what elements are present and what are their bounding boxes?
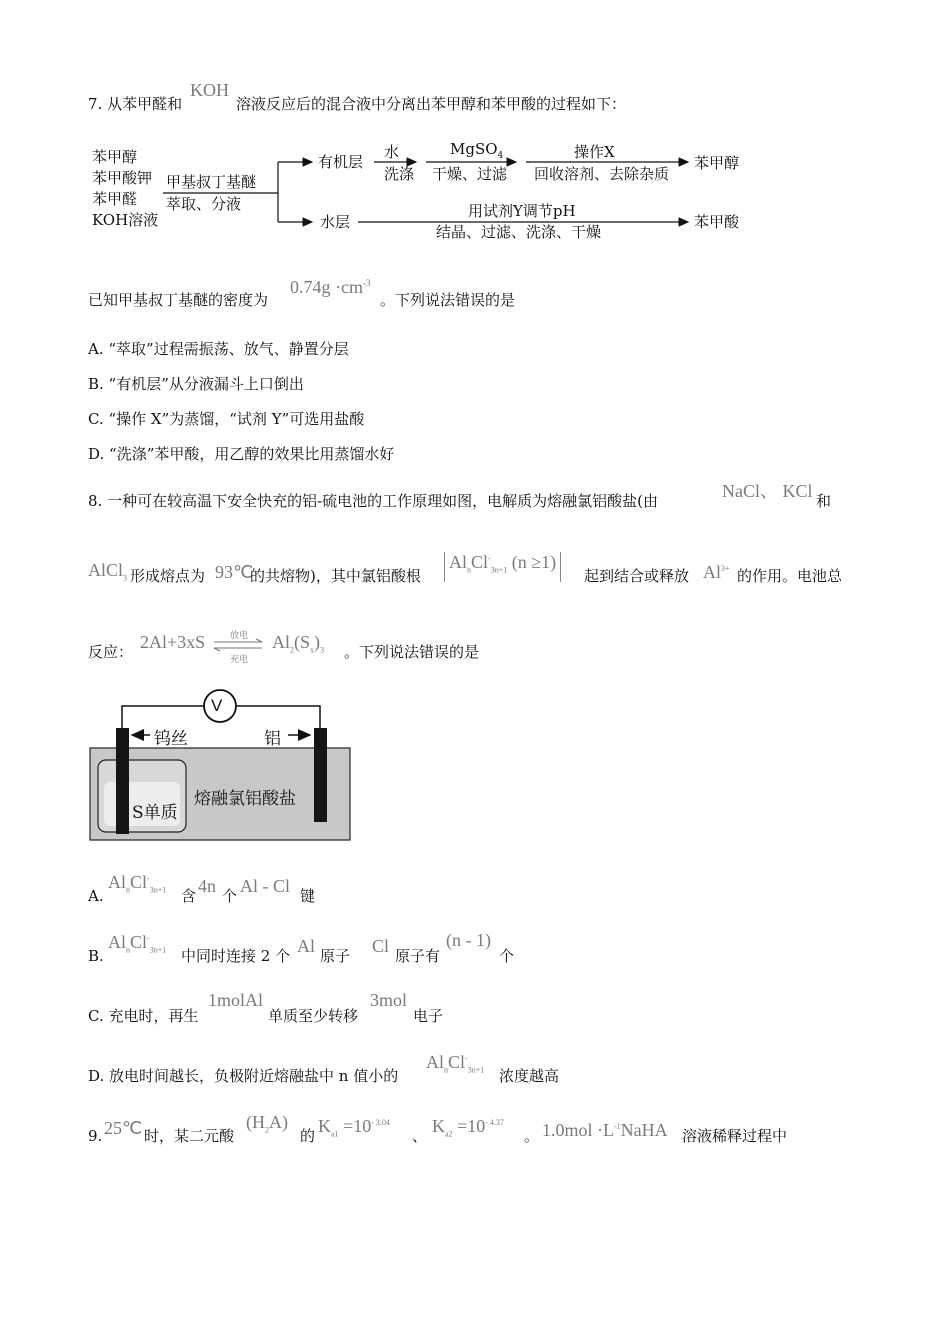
electrolyte-label: 熔融氯铝酸盐 <box>194 789 296 809</box>
q8-line2-d: 的作用。电池总 <box>737 567 843 585</box>
q9-ka1: $K_{a1} =10^{- 3.04}$ <box>318 1116 390 1139</box>
q8-and: 和 <box>816 492 832 510</box>
q8-option-b-al: Al <box>297 936 315 956</box>
q8-reaction-prefix: 反应： <box>88 643 134 661</box>
equilibrium-arrow-icon <box>210 638 266 652</box>
q8-option-d-ion: $Al_nCl^-_{3n+1}$ <box>426 1052 485 1075</box>
tungsten-wire-label: 钨丝 <box>154 729 188 749</box>
product-benzoic-acid: 苯甲酸 <box>694 213 740 231</box>
q8-option-a-label: A. <box>88 887 104 905</box>
q8-line2-b: 的共熔物)，其中氯铝酸根 <box>250 567 421 585</box>
q7-density-prefix: 已知甲基叔丁基醚的密度为 <box>88 291 269 309</box>
q8-option-c-end: 电子 <box>413 1007 444 1025</box>
q9-ka2: $K_{a2} =10^{- 4.37}$ <box>432 1116 504 1139</box>
mix-item-benzyl-alcohol: 苯甲醇 <box>92 148 138 166</box>
q8-line1: 8. 一种可在较高温下安全快充的铝-硫电池的工作原理如图，电解质为熔融氯铝酸盐(由 <box>88 492 659 510</box>
aluminum-label: 铝 <box>264 729 281 749</box>
q8-reversible-arrow: 放电 充电 <box>210 628 266 662</box>
q8-option-a-bond: Al - Cl <box>240 876 291 896</box>
q8-melting-point: 93℃ <box>215 562 254 582</box>
mix-item-potassium-benzoate: 苯甲酸钾 <box>92 169 153 187</box>
q8-salts: NaCl、 KCl <box>722 481 813 501</box>
voltmeter-label: V <box>211 696 223 715</box>
flow-arrows <box>88 140 758 250</box>
q7-density-suffix: 。下列说法错误的是 <box>380 291 516 309</box>
q8-chloroaluminate-ion: $Al_nCl^-_{3n+1}$ (n ≥1) <box>444 552 561 582</box>
q8-option-c-mol: 3mol <box>370 990 408 1010</box>
q8-option-a-ge: 个 <box>222 887 238 905</box>
q8-option-b-atom2: 原子有 <box>395 947 441 965</box>
q8-reaction-right: $Al_2(S_x)_3$ <box>272 632 325 655</box>
q8-option-b-label: B. <box>88 947 104 965</box>
recover-solvent-label: 回收溶剂、去除杂质 <box>534 165 670 183</box>
q8-option-b-atom: 原子 <box>320 947 351 965</box>
q7-flowchart <box>88 140 758 250</box>
q8-option-c-label: C. 充电时，再生 <box>88 1007 199 1025</box>
q8-option-a-count: 4n <box>198 876 216 896</box>
organic-layer-label: 有机层 <box>318 153 364 171</box>
dry-filter-label: 干燥、过滤 <box>432 165 508 183</box>
q7-intro-suffix: 溶液反应后的混合液中分离出苯甲醇和苯甲酸的过程如下： <box>236 95 627 113</box>
wash-water-label: 水 <box>384 143 400 161</box>
q8-option-a-ion: $Al_nCl^-_{3n+1}$ <box>108 872 167 895</box>
water-layer-label: 水层 <box>320 213 351 231</box>
q9-text3: 溶液稀释过程中 <box>682 1127 788 1145</box>
q8-option-c-mid: 单质至少转移 <box>268 1007 359 1025</box>
q8-al3-ion: $Al^{3+}$ <box>703 562 730 582</box>
q7-density-value: $0.74g \cdot cm^{-3}$ <box>290 277 371 297</box>
q8-battery-figure <box>88 686 354 842</box>
q9-concentration: $1.0mol \cdot L^{-1}NaHA$ <box>542 1120 668 1140</box>
q7-koh-formula: KOH <box>190 80 229 100</box>
q8-reaction-left: 2Al+3xS <box>140 632 206 652</box>
mix-item-koh-solution: KOH溶液 <box>92 211 159 229</box>
q9-number: 9. <box>88 1127 103 1145</box>
step1-reagent: 甲基叔丁基醚 <box>166 173 257 191</box>
q7-option-a: A. “萃取”过程需振荡、放气、静置分层 <box>88 340 349 358</box>
q9-text1: 时，某二元酸 <box>144 1127 235 1145</box>
mgso4-label: MgSO$_4$ <box>450 140 504 161</box>
q7-option-b: B. “有机层”从分液漏斗上口倒出 <box>88 375 304 393</box>
q9-period: 。 <box>524 1127 540 1145</box>
operation-x-label: 操作X <box>574 143 615 161</box>
q8-option-d-label: D. 放电时间越长，负极附近熔融盐中 n 值小的 <box>88 1067 399 1085</box>
q8-line2-a: 形成熔点为 <box>130 567 206 585</box>
q8-option-b-end: 个 <box>499 947 515 965</box>
q8-option-c-amount: 1molAl <box>208 990 264 1010</box>
q9-temperature: 25℃ <box>104 1118 143 1138</box>
q8-option-b-cl: Cl <box>372 936 390 956</box>
q8-line2-c: 起到结合或释放 <box>584 567 690 585</box>
q9-separator: 、 <box>412 1127 428 1145</box>
q7-intro-prefix: 7. 从苯甲醛和 <box>88 95 183 113</box>
crystallize-label: 结晶、过滤、洗涤、干燥 <box>436 223 602 241</box>
q8-option-a-end: 键 <box>300 887 316 905</box>
q8-reaction-suffix: 。下列说法错误的是 <box>344 643 480 661</box>
q7-option-c: C. “操作 X”为蒸馏，“试剂 Y”可选用盐酸 <box>88 410 365 428</box>
wash-label: 洗涤 <box>384 165 415 183</box>
product-benzyl-alcohol: 苯甲醇 <box>694 154 740 172</box>
sulfur-label: S单质 <box>132 803 178 823</box>
q8-option-a-contains: 含 <box>181 887 197 905</box>
q7-option-d: D. “洗涤”苯甲酸，用乙醇的效果比用蒸馏水好 <box>88 445 395 463</box>
mix-item-benzaldehyde: 苯甲醛 <box>92 190 138 208</box>
reagent-y-label: 用试剂Y调节pH <box>468 202 576 220</box>
q8-option-d-end: 浓度越高 <box>499 1067 560 1085</box>
q8-alcl3: AlCl$_3$ <box>88 560 128 583</box>
step1-operation: 萃取、分液 <box>166 195 242 213</box>
q8-option-b-count: (n - 1) <box>446 930 491 950</box>
q9-text2: 的 <box>300 1127 316 1145</box>
q8-option-b-ion: $Al_nCl^-_{3n+1}$ <box>108 932 167 955</box>
q9-acid-formula: $(H_2A)$ <box>246 1112 288 1135</box>
q8-option-b-mid: 中同时连接 2 个 <box>181 947 291 965</box>
